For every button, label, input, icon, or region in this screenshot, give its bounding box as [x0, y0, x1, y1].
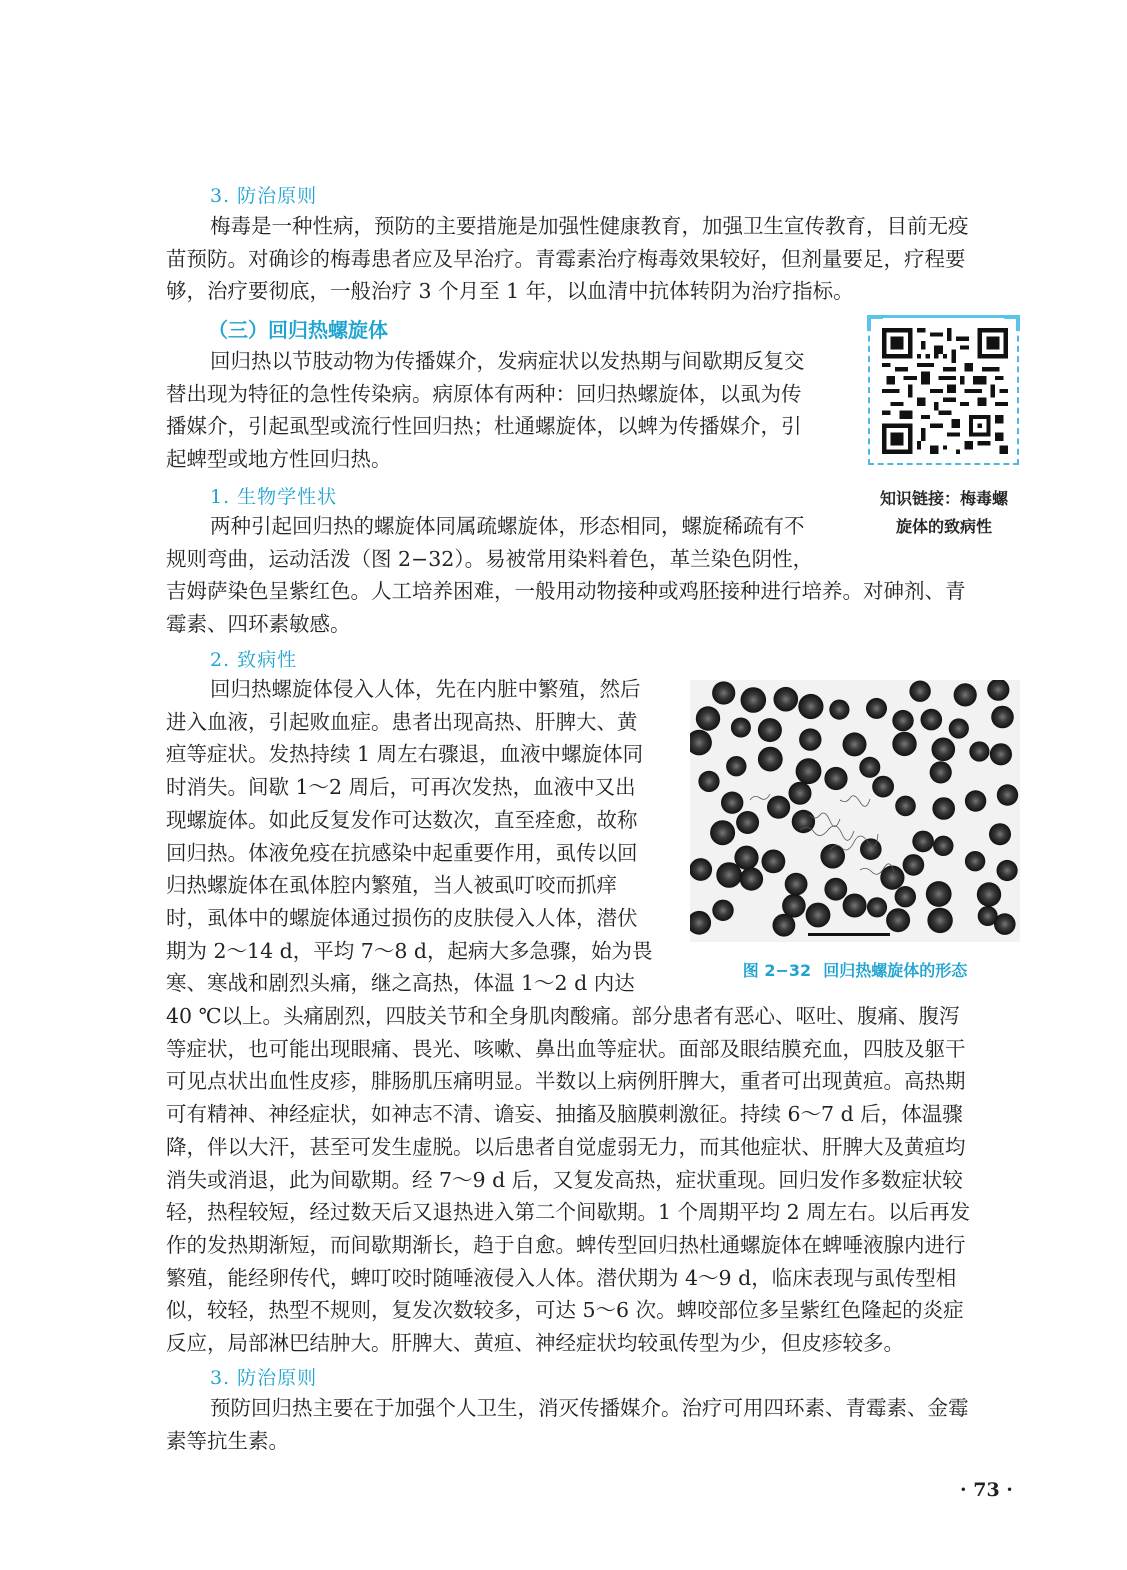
- red-blood-cell: [989, 823, 1011, 845]
- red-blood-cell: [859, 757, 880, 778]
- red-blood-cell: [789, 782, 812, 805]
- text-line: 吉姆萨染色呈紫红色。人工培养困难，一般用动物接种或鸡胚接种进行培养。对砷剂、青: [166, 579, 966, 604]
- red-blood-cell: [829, 700, 849, 720]
- text-line: 可见点状出血性皮疹，腓肠肌压痛明显。半数以上病例肝脾大，重者可出现黄疸。高热期: [166, 1069, 966, 1094]
- qr-code-frame[interactable]: [868, 315, 1019, 465]
- text-line: 素等抗生素。: [166, 1428, 289, 1453]
- text-line: 回归热螺旋体侵入人体，先在内脏中繁殖，然后: [210, 677, 641, 701]
- micrograph-figure: [690, 680, 1020, 942]
- red-blood-cell: [895, 886, 916, 907]
- text-line: 降，伴以大汗，甚至可发生虚脱。以后患者自觉虚弱无力，而其他症状、肝脾大及黄疸均: [166, 1134, 966, 1159]
- red-blood-cell: [903, 854, 925, 876]
- qr-caption-line: 旋体的致病性: [895, 517, 992, 536]
- text-line: 期为 2～14 d，平均 7～8 d，起病大多急骤，始为畏: [166, 938, 653, 963]
- text-line: 时消失。间歇 1～2 周后，可再次发热，血液中又出: [166, 775, 636, 800]
- red-blood-cell: [798, 694, 823, 719]
- text-line: 两种引起回归热的螺旋体同属疏螺旋体，形态相同，螺旋稀疏有不: [210, 514, 805, 538]
- red-blood-cell: [806, 903, 831, 928]
- red-blood-cell: [867, 897, 887, 917]
- red-blood-cell: [994, 913, 1016, 935]
- red-blood-cell: [785, 873, 808, 896]
- red-blood-cell: [716, 862, 742, 888]
- text-line: 归热螺旋体在虱体腔内繁殖，当人被虱叮咬而抓痒: [166, 873, 617, 898]
- red-blood-cell: [767, 796, 790, 819]
- red-blood-cell: [736, 811, 759, 834]
- red-blood-cell: [949, 718, 969, 738]
- red-blood-cell: [843, 894, 867, 918]
- red-blood-cell: [927, 908, 952, 933]
- red-blood-cell: [758, 747, 783, 772]
- section-heading-prevention: 3. 防治原则: [210, 185, 318, 207]
- red-blood-cell: [892, 732, 916, 756]
- red-blood-cell: [909, 681, 930, 702]
- red-blood-cell: [843, 732, 867, 756]
- section-heading-prevention-2: 3. 防治原则: [210, 1367, 318, 1389]
- text-line: 现螺旋体。如此反复发作可达数次，直至痊愈，故称: [166, 807, 638, 832]
- red-blood-cell: [758, 718, 782, 742]
- red-blood-cell: [710, 820, 735, 845]
- red-blood-cell: [880, 866, 904, 890]
- red-blood-cell: [872, 776, 894, 798]
- text-line: 可有精神、神经症状，如神志不清、谵妄、抽搐及脑膜刺激征。持续 6～7 d 后，体温骤: [166, 1102, 963, 1127]
- text-line: 规则弯曲，运动活泼（图 2−32）。易被常用染料着色，革兰染色阴性，: [166, 546, 814, 571]
- qr-caption-line: 知识链接：梅毒螺: [879, 489, 1008, 508]
- page-number: · 73 ·: [960, 1479, 1013, 1501]
- red-blood-cell: [796, 758, 822, 784]
- red-blood-cell: [866, 698, 887, 719]
- red-blood-cell: [954, 683, 977, 706]
- red-blood-cell: [726, 756, 746, 776]
- red-blood-cell: [740, 867, 763, 890]
- red-blood-cell: [933, 836, 953, 856]
- paragraph-intro: [166, 345, 846, 476]
- paragraph-pathogenicity-wide: [166, 1000, 1021, 1360]
- text-line: 作的发热期渐短，而间歇期渐长，趋于自愈。蜱传型回归热杜通螺旋体在蜱唾液腺内进行: [166, 1232, 966, 1257]
- text-line: 等症状，也可能出现眼痛、畏光、咳嗽、鼻出血等症状。面部及眼结膜充血，四肢及躯干: [166, 1036, 966, 1061]
- figure-title: 回归热螺旋体的形态: [823, 961, 968, 980]
- red-blood-cell: [824, 878, 847, 901]
- text-line: 苗预防。对确诊的梅毒患者应及早治疗。青霉素治疗梅毒效果较好，但剂量要足，疗程要: [166, 246, 966, 271]
- red-blood-cell: [895, 796, 916, 817]
- figure-caption: [690, 958, 1020, 981]
- text-line: 似，较轻，热型不规则，复发次数较多，可达 5～6 次。蜱咬部位多呈紫红色隆起的炎症: [166, 1298, 964, 1323]
- section-heading-pathogenicity: 2. 致病性: [210, 649, 298, 671]
- section-title-relapsing-fever: （三）回归热螺旋体: [208, 318, 388, 342]
- paragraph-syphilis-prevention: [166, 210, 1021, 308]
- figure-label: 图 2−32: [742, 961, 812, 980]
- text-line: 消失或消退，此为间歇期。经 7～9 d 后，又复发高热，症状重现。回归发作多数症状较: [166, 1167, 963, 1192]
- red-blood-cell: [932, 738, 956, 762]
- red-blood-cell: [773, 914, 796, 937]
- qr-code-icon[interactable]: [882, 328, 1008, 454]
- red-blood-cell: [824, 767, 847, 790]
- section-heading-biology: 1. 生物学性状: [210, 486, 338, 508]
- text-line: 回归热。体液免疫在抗感染中起重要作用，虱传以回: [166, 840, 638, 865]
- blood-smear-image: [690, 680, 1020, 942]
- text-line: 预防回归热主要在于加强个人卫生，消灭传播媒介。治疗可用四环素、青霉素、金霉: [210, 1396, 969, 1420]
- red-blood-cell: [741, 687, 767, 713]
- red-blood-cell: [926, 881, 952, 907]
- text-line: 回归热以节肢动物为传播媒介，发病症状以发热期与间歇期反复交: [210, 349, 805, 373]
- text-line: 时，虱体中的螺旋体通过损伤的皮肤侵入人体，潜伏: [166, 905, 638, 930]
- text-line: 霉素、四环素敏感。: [166, 612, 351, 637]
- red-blood-cell: [930, 761, 952, 783]
- text-line: 寒、寒战和剧烈头痛，继之高热，体温 1～2 d 内达: [166, 971, 635, 996]
- text-line: 起蜱型或地方性回归热。: [166, 447, 392, 472]
- red-blood-cell: [698, 771, 719, 792]
- red-blood-cell: [712, 681, 735, 704]
- red-blood-cell: [762, 850, 786, 874]
- paragraph-biology: [166, 510, 1021, 641]
- text-line: 反应，局部淋巴结肿大。肝脾大、黄疸、神经症状均较虱传型为少，但皮疹较多。: [166, 1331, 904, 1356]
- red-blood-cell: [690, 858, 712, 881]
- text-line: 梅毒是一种性病，预防的主要措施是加强性健康教育，加强卫生宣传教育，目前无疫: [210, 214, 969, 238]
- red-blood-cell: [932, 797, 955, 820]
- text-line: 进入血液，引起败血症。患者出现高热、肝脾大、黄: [166, 709, 638, 734]
- red-blood-cell: [774, 687, 799, 712]
- red-blood-cell: [921, 709, 943, 731]
- text-line: 疸等症状。发热持续 1 周左右骤退，血液中螺旋体同: [166, 742, 644, 767]
- red-blood-cell: [721, 792, 743, 814]
- text-line: 替出现为特征的急性传染病。病原体有两种：回归热螺旋体，以虱为传: [166, 381, 802, 406]
- paragraph-prevention-2: [166, 1392, 1021, 1457]
- text-line: 繁殖，能经卵传代，蜱叮咬时随唾液侵入人体。潜伏期为 4～9 d，临床表现与虱传型相: [166, 1265, 957, 1290]
- text-line: 播媒介，引起虱型或流行性回归热；杜通螺旋体，以蜱为传播媒介，引: [166, 414, 802, 439]
- red-blood-cell: [977, 882, 1001, 906]
- red-blood-cell: [860, 838, 882, 860]
- red-blood-cell: [731, 718, 751, 738]
- red-blood-cell: [990, 743, 1012, 765]
- red-blood-cell: [712, 900, 733, 921]
- paragraph-pathogenicity-narrow: [166, 673, 666, 1000]
- text-line: 40 ℃以上。头痛剧烈，四肢关节和全身肌肉酸痛。部分患者有恶心、呕吐、腹痛、腹泻: [166, 1004, 960, 1028]
- text-line: 轻，热程较短，经过数天后又退热进入第二个间歇期。1 个周期平均 2 周左右。以后再发: [166, 1200, 971, 1225]
- red-blood-cell: [997, 784, 1018, 805]
- red-blood-cell: [912, 831, 934, 853]
- red-blood-cell: [991, 706, 1014, 729]
- red-blood-cell: [965, 851, 985, 871]
- red-blood-cell: [969, 741, 989, 761]
- red-blood-cell: [997, 860, 1018, 881]
- red-blood-cell: [965, 790, 986, 811]
- red-blood-cell: [696, 706, 720, 730]
- red-blood-cell: [799, 728, 821, 750]
- red-blood-cell: [886, 908, 910, 932]
- red-blood-cell: [892, 710, 913, 731]
- text-line: 够，治疗要彻底，一般治疗 3 个月至 1 年，以血清中抗体转阴为治疗指标。: [166, 279, 854, 304]
